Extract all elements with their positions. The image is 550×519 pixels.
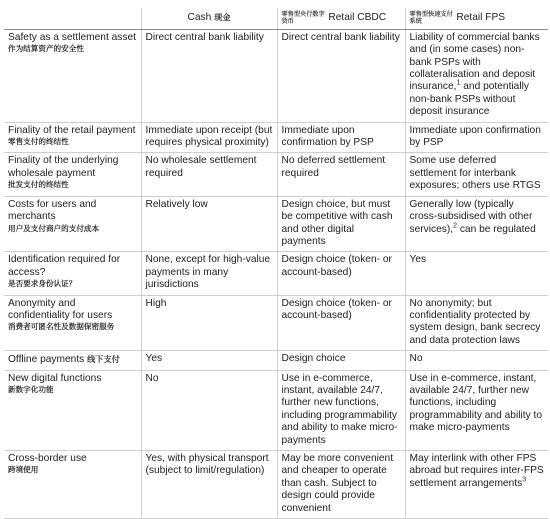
table-row [4,370,548,450]
row-label-zh: 用户及支付商户的支付成本 [8,223,100,233]
row-label-zh: 批发支付的终结性 [8,180,69,190]
cell-cbdc: Design choice [277,351,405,370]
cell-fps-text: May interlink with other FPS abroad but requires inter-FPS settlement arrangements [409,453,544,489]
header-cbdc [277,8,405,29]
row-label-zh: 线下支付 [87,354,120,365]
comparison-table [4,8,548,519]
cell-fps: Immediate upon confirmation by PSP [405,122,548,153]
row-label-zh: 作为结算资产的安全性 [8,44,84,54]
cell-fps [405,29,548,122]
row-label-zh: 跨境使用 [8,465,39,475]
row-label-cell [4,370,141,450]
table-row [4,451,548,519]
cell-cbdc: Design choice, but must be competitive with cash and other digital payments [277,196,405,252]
row-label-cell [4,351,141,370]
row-label: Offline payments [8,354,85,366]
row-label: Finality of the underlying wholesale payment [8,155,119,179]
table-row [4,29,548,122]
row-label-cell [4,122,141,153]
row-label-zh: 是否要求身份认证？ [8,279,77,289]
row-label-cell [4,153,141,196]
row-label-cell [4,295,141,351]
footnote-ref: 3 [522,476,527,484]
cell-fps: Yes [405,252,548,295]
cell-fps-text: Liability of commercial banks and (in some cases) non-bank PSPs with collateralisation and deposit insurance, [409,31,540,93]
cell-cbdc: Direct central bank liability [277,29,405,122]
header-cbdc-zh: 零售型央行数字货币 [281,11,325,26]
row-label-zh: 消费者可匿名性及数据保密服务 [8,322,115,332]
cell-cash: Yes, with physical transport (subject to limit/regulation) [141,451,277,519]
row-label-cell [4,252,141,295]
header-cash-zh: 现金 [214,12,231,22]
cell-cash: High [141,295,277,351]
table-row [4,351,548,370]
cell-cash: None, except for high-value payments in many jurisdictions [141,252,277,295]
cell-fps: No [405,351,548,370]
cell-fps-text: Generally low (typically cross-subsidised with other services), [409,198,533,235]
row-label-cell [4,451,141,519]
header-cash [141,8,277,29]
cell-cash: Direct central bank liability [141,29,277,122]
table-row [4,196,548,252]
row-label: New digital functions [8,372,102,384]
cell-cbdc: Design choice (token- or account-based) [277,252,405,295]
cell-fps [405,451,548,519]
row-label: Costs for users and merchants [8,198,97,223]
cell-cash: Relatively low [141,196,277,252]
cell-fps: Some use deferred settlement for interbank exposures; others use RTGS [405,153,548,196]
header-feature-cell [4,8,141,29]
cell-fps-text-cont: and potentially non-bank PSPs without deposit insurance [409,81,529,118]
row-label-cell [4,196,141,252]
footnote-ref: 2 [453,222,457,230]
row-label-zh: 新数字化功能 [8,384,54,394]
cell-fps: No anonymity; but confidentiality protected by system design, bank secrecy and data protection laws [405,295,548,351]
cell-fps [405,196,548,252]
header-cash-en: Cash [187,12,212,23]
table-row [4,252,548,295]
header-fps [405,8,548,29]
row-label: Safety as a settlement asset [8,31,136,43]
header-cbdc-en: Retail CBDC [328,12,387,24]
footnote-ref: 1 [456,80,461,88]
row-label: Identification required for access? [8,254,121,278]
row-label: Cross-border use [8,453,87,464]
cell-cbdc: May be more convenient and cheaper to operate than cash. Subject to design could provide convenient [277,451,405,519]
cell-cbdc: No deferred settlement required [277,153,405,196]
table-row [4,153,548,196]
cell-fps: Use in e-commerce, instant, available 24/7, further new functions, including programmability and ability to make micro-payments [405,370,548,450]
table-row [4,122,548,153]
row-label-zh: 零售支付的终结性 [8,137,69,147]
cell-cash: Yes [141,351,277,370]
cell-cash: No wholesale settlement required [141,153,277,196]
cell-cbdc: Use in e-commerce, instant, available 24/7, further new functions, including programmability and ability to make micro-payments [277,370,405,450]
row-label: Anonymity and confidentiality for users [8,297,113,321]
row-label: Finality of the retail payment [8,124,136,136]
header-fps-zh: 零售型快速支付系统 [409,11,453,26]
header-fps-en: Retail FPS [456,12,506,24]
cell-cash: Immediate upon receipt (but requires physical proximity) [141,122,277,153]
cell-cbdc: Immediate upon confirmation by PSP [277,122,405,153]
row-label-cell [4,29,141,122]
cell-fps-text-cont: can be regulated [457,223,536,235]
table-header-row [4,8,548,29]
cell-cash: No [141,370,277,450]
cell-cbdc: Design choice (token- or account-based) [277,295,405,351]
table-row [4,295,548,351]
